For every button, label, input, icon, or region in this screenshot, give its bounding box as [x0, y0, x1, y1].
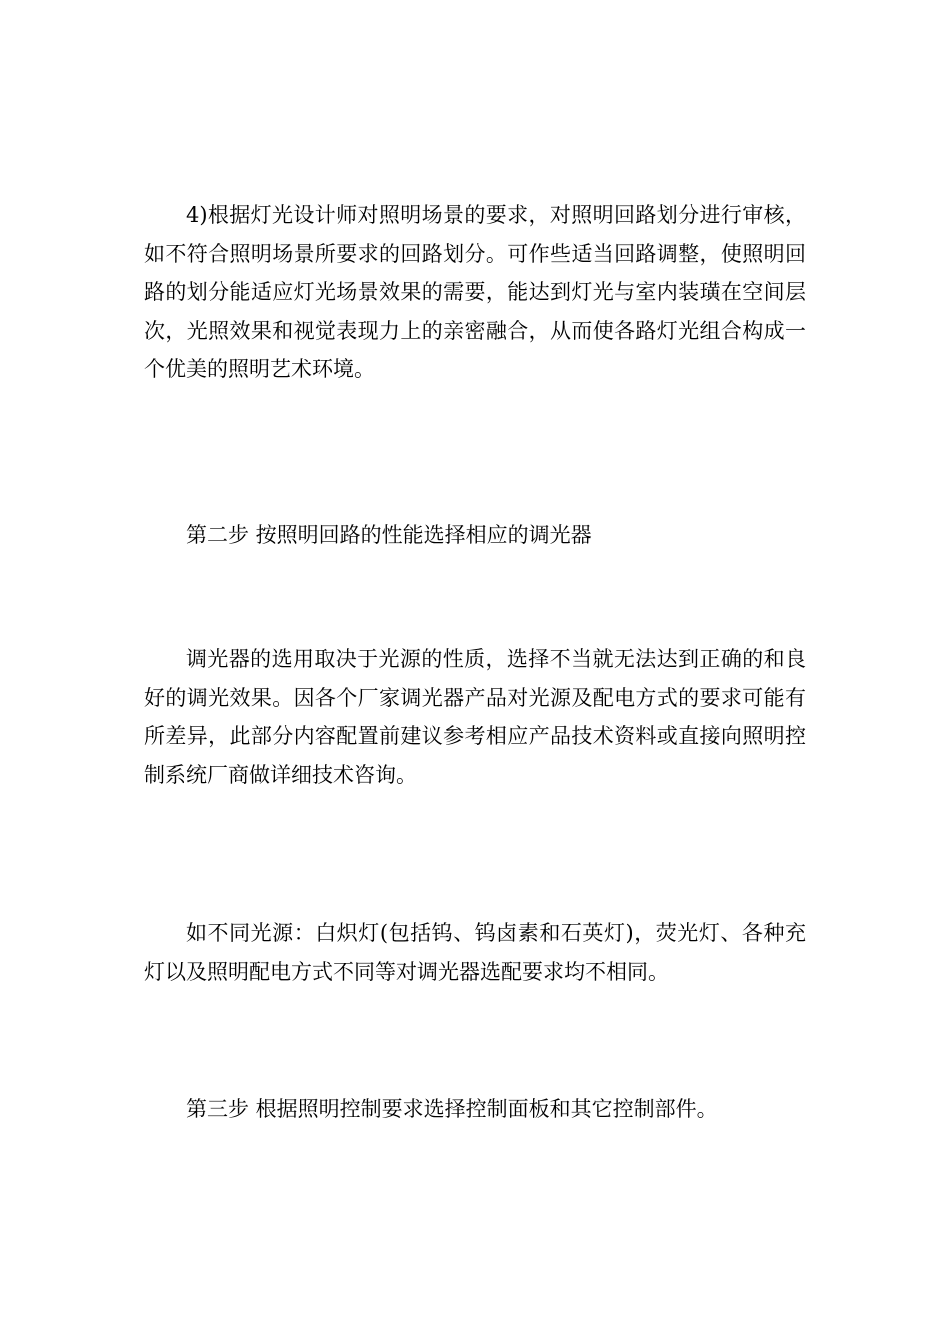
paragraph-dimmer-selection: 调光器的选用取决于光源的性质，选择不当就无法达到正确的和良好的调光效果。因各个厂家调光器产品对光源及配电方式的要求可能有所差异，此部分内容配置前建议参考相应产品技术资料或直接向照明控制系统厂商做详细技术咨询。 — [144, 647, 806, 787]
step-two-heading: 第二步 按照明回路的性能选择相应的调光器 — [186, 523, 592, 547]
paragraph-light-sources: 如不同光源：白炽灯(包括钨、钨卤素和石英灯)，荧光灯、各种充灯以及照明配电方式不同等对调光器选配要求均不相同。 — [144, 921, 806, 984]
paragraph-circuit-review: 4)根据灯光设计师对照明场景的要求，对照明回路划分进行审核，如不符合照明场景所要求的回路划分。可作些适当回路调整，使照明回路的划分能适应灯光场景效果的需要，能达到灯光与室内装璜在空间层次，光照效果和视觉表现力上的亲密融合，从而使各路灯光组合构成一个优美的照明艺术环境。 — [144, 203, 806, 381]
step-three-heading: 第三步 根据照明控制要求选择控制面板和其它控制部件。 — [186, 1097, 718, 1121]
